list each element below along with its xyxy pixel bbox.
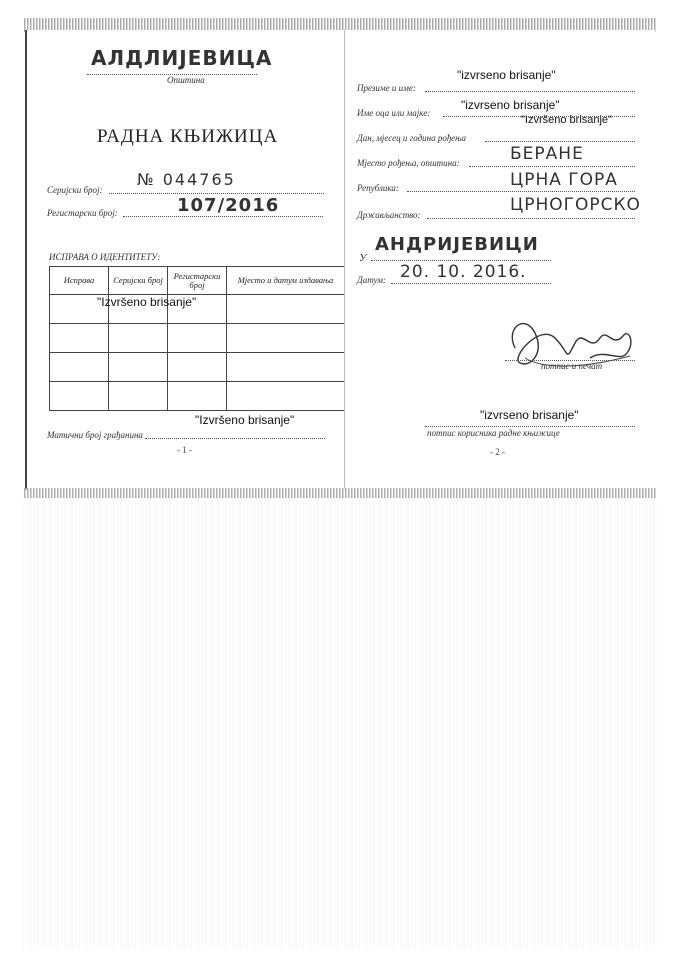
holder-label: потпис корисника радне књижице — [427, 428, 560, 438]
birthplace-label: Мјесто рођења, општина: — [357, 158, 460, 168]
col-header-serial: Серијски број — [109, 267, 168, 295]
republic-label: Република: — [357, 183, 399, 193]
citizen-id-label: Матични број грађанина — [47, 430, 143, 440]
parents-label: Име оца или мајке: — [357, 108, 431, 118]
citizenship-label: Држављанство: — [357, 210, 421, 220]
place-value: АНДРИЈЕВИЦИ — [375, 234, 539, 255]
dob-label: Дан, мјесец и година рођења — [357, 133, 467, 143]
official-signature — [495, 308, 640, 383]
dob-redaction: "Izvršeno brisanje" — [521, 114, 612, 126]
col-header-place-date: Мјесто и датум издавања — [227, 267, 345, 295]
parents-redaction: "izvrseno brisanje" — [461, 98, 560, 112]
table-row — [50, 324, 345, 353]
serial-label: Серијски број: — [47, 185, 103, 195]
col-header-register: Регистарски број — [168, 267, 227, 295]
page-number-right: - 2 - — [490, 447, 505, 457]
table-row — [50, 353, 345, 382]
page-number-left: - 1 - — [177, 445, 192, 455]
scan-bottom-edge — [24, 488, 656, 498]
identity-doc-table — [49, 266, 345, 411]
date-label: Датум: — [357, 275, 387, 285]
serial-value: № 044765 — [137, 170, 236, 189]
citizen-id-redaction: "Izvršeno brisanje" — [195, 413, 295, 427]
register-label: Регистарски број: — [47, 208, 118, 218]
table-row — [50, 382, 345, 411]
register-value: 107/2016 — [177, 195, 280, 216]
table-redaction: "Izvršeno brisanje" — [97, 295, 197, 309]
document-title: РАДНА КЊИЖИЦА — [97, 126, 279, 147]
stamp-label: потпис и печат — [541, 361, 603, 371]
municipality-handwritten: АЛДЛИЈЕВИЦА — [91, 46, 273, 70]
place-label: У — [359, 252, 367, 264]
municipality-label: Општина — [167, 75, 205, 85]
table-row — [50, 295, 345, 324]
citizenship-value: ЦРНОГОРСКО — [510, 195, 641, 215]
birthplace-value: БЕРАНЕ — [510, 144, 584, 164]
identity-doc-heading: ИСПРАВА О ИДЕНТИТЕТУ: — [49, 252, 161, 262]
republic-value: ЦРНА ГОРА — [510, 170, 618, 190]
left-page — [25, 30, 345, 490]
date-value: 20. 10. 2016. — [400, 262, 527, 282]
surname-redaction: "izvrseno brisanje" — [457, 68, 556, 82]
holder-redaction: "izvrseno brisanje" — [480, 408, 579, 422]
surname-label: Презиме и име: — [357, 83, 416, 93]
right-page — [344, 30, 655, 490]
col-header-document: Исправа — [50, 267, 109, 295]
scan-noise-area — [22, 500, 657, 950]
